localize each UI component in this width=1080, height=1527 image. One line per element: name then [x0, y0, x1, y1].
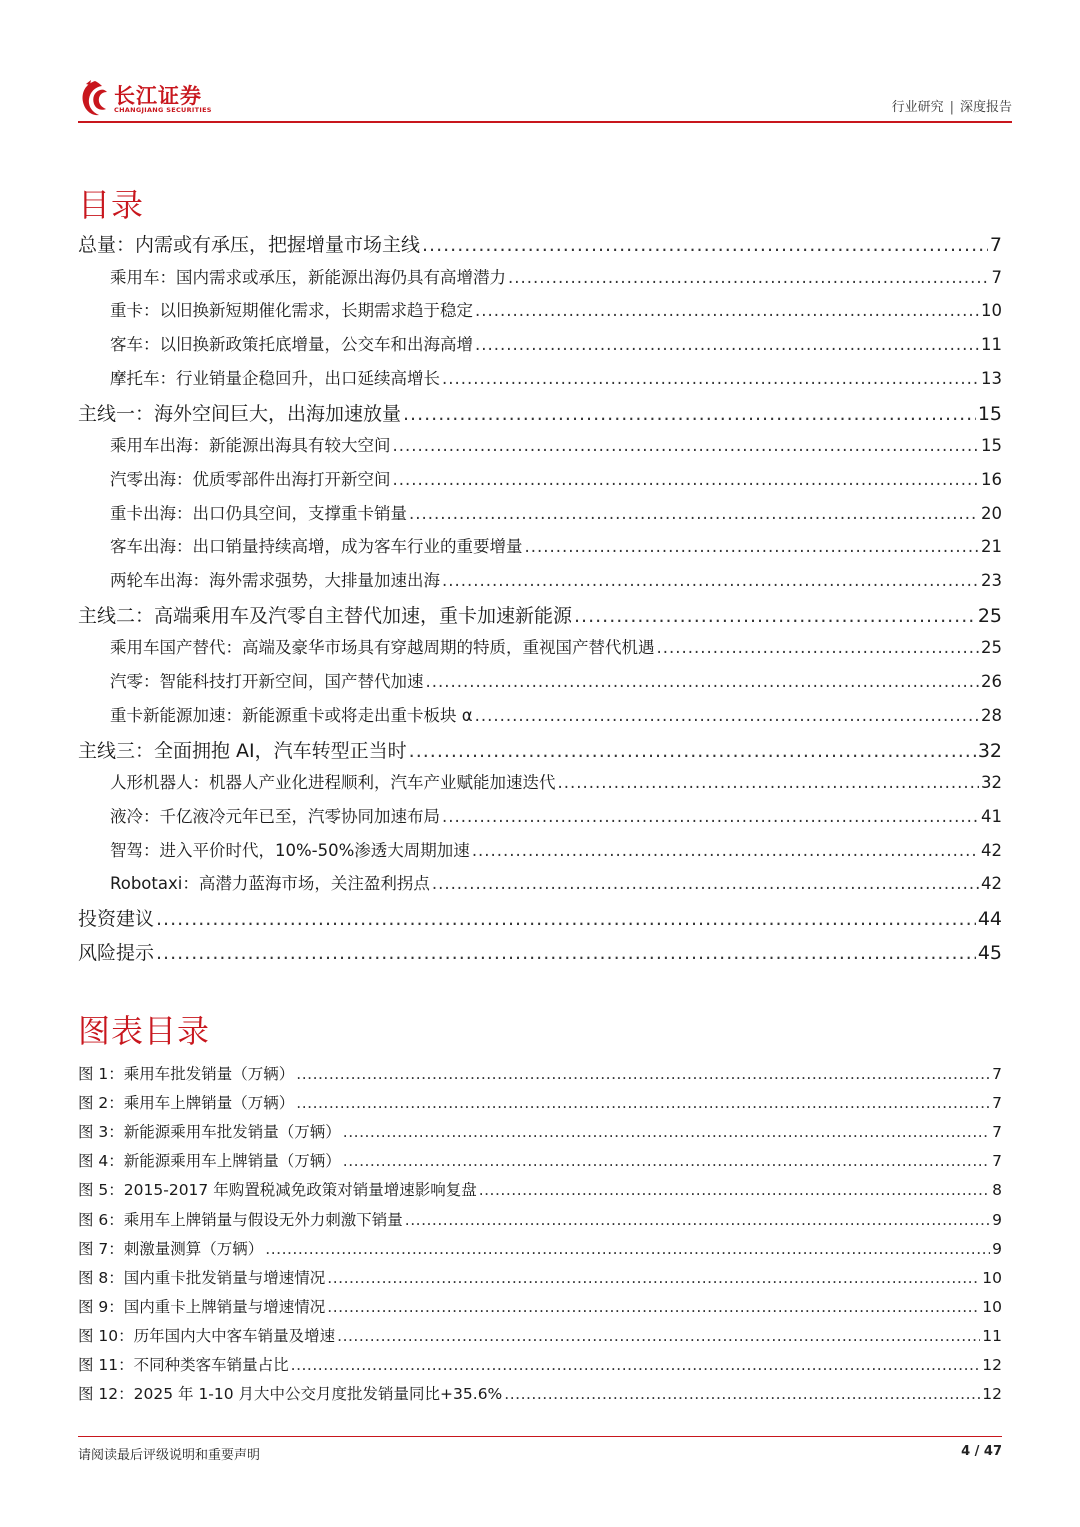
logo-emblem-icon [78, 78, 112, 118]
figure-list-entry[interactable] [78, 1266, 1002, 1288]
figure-entry-title: 图 3：新能源乘用车批发销量（万辆） [78, 1123, 341, 1142]
figure-entry-page: 7 [992, 1094, 1002, 1113]
toc-dot-leader [409, 740, 976, 762]
toc-entry-title: 智驾：进入平价时代，10%-50%渗透大周期加速 [110, 840, 470, 860]
toc-entry-section[interactable] [110, 365, 1002, 389]
toc-entry-page: 15 [977, 402, 1002, 425]
toc-entry-section[interactable] [110, 432, 1002, 456]
report-category: 行业研究 [891, 100, 944, 115]
figure-entry-page: 7 [992, 1065, 1002, 1083]
page-indicator: 4 / 47 [961, 1444, 1002, 1459]
toc-dot-leader [156, 908, 976, 930]
company-logo [78, 78, 228, 120]
figure-list-entry[interactable] [78, 1091, 1002, 1113]
report-subtype: 深度报告 [959, 100, 1012, 115]
toc-entry-title: 摩托车：行业销量企稳回升，出口延续高增长 [110, 368, 440, 388]
toc-entry-section[interactable] [110, 500, 1002, 524]
figure-list-entry[interactable] [78, 1353, 1002, 1375]
toc-dot-leader [393, 436, 980, 455]
footer-divider [78, 1436, 1002, 1437]
page-header [78, 72, 1012, 122]
toc-entry-page: 32 [977, 739, 1002, 762]
figure-entry-title: 图 7：刺激量测算（万辆） [78, 1239, 264, 1258]
figure-dot-leader [504, 1385, 980, 1403]
toc-entry-title: 总量：内需或有承压，把握增量市场主线 [78, 234, 421, 256]
figure-entry-page: 7 [992, 1123, 1002, 1142]
figure-entry-page: 11 [982, 1326, 1002, 1345]
figure-list-entry[interactable] [78, 1062, 1002, 1084]
toc-entry-title: 客车：以旧换新政策托底增量，公交车和出海高增 [110, 335, 473, 355]
figure-entry-page: 9 [992, 1210, 1002, 1229]
toc-entry-section[interactable] [110, 837, 1002, 861]
toc-entry-section[interactable] [110, 264, 1002, 288]
figure-list-entry[interactable] [78, 1149, 1002, 1171]
toc-dot-leader [574, 605, 976, 627]
toc-entry-page: 25 [981, 638, 1002, 658]
figure-entry-page: 10 [982, 1297, 1002, 1316]
toc-entry-page: 13 [981, 368, 1002, 388]
toc-dot-leader [475, 706, 979, 725]
toc-entry-title: 乘用车出海：新能源出海具有较大空间 [110, 436, 391, 456]
toc-entry-page: 32 [981, 773, 1002, 793]
toc-entry-title: 主线二：高端乘用车及汽零自主替代加速，重卡加速新能源 [78, 604, 573, 627]
toc-dot-leader [558, 773, 980, 792]
toc-entry-title: 主线一：海外空间巨大，出海加速放量 [78, 402, 402, 425]
toc-dot-leader [472, 841, 979, 860]
toc-entry-section[interactable] [110, 634, 1002, 658]
figure-dot-leader [405, 1211, 990, 1229]
figure-entry-title: 图 4：新能源乘用车上牌销量（万辆） [78, 1152, 341, 1171]
toc-dot-leader [409, 504, 979, 523]
toc-entry-page: 23 [981, 571, 1002, 590]
figure-entry-title: 图 2：乘用车上牌销量（万辆） [78, 1094, 295, 1113]
toc-entry-section[interactable] [110, 567, 1002, 591]
toc-dot-leader [403, 403, 976, 425]
toc-entry-section[interactable] [110, 769, 1002, 793]
toc-entry-chapter[interactable] [78, 601, 1002, 627]
toc-entry-title: 风险提示 [78, 941, 155, 964]
logo-chinese-text: 长江证券 [114, 84, 202, 108]
figure-dot-leader [343, 1123, 990, 1141]
toc-dot-leader [657, 638, 980, 657]
toc-entry-section[interactable] [110, 297, 1002, 321]
toc-dot-leader [525, 537, 980, 556]
report-type [892, 96, 1012, 115]
toc-entry-chapter[interactable] [78, 399, 1002, 425]
figure-entry-title: 图 1：乘用车批发销量（万辆） [78, 1065, 295, 1083]
toc-entry-page: 20 [981, 503, 1002, 523]
toc-entry-chapter[interactable] [78, 938, 1002, 964]
figure-dot-leader [265, 1240, 990, 1258]
toc-entry-title: 重卡：以旧换新短期催化需求，长期需求趋于稳定 [110, 301, 473, 321]
figure-entry-page: 12 [982, 1385, 1002, 1404]
toc-entry-title: 投资建议 [78, 908, 155, 930]
toc-entry-section[interactable] [110, 331, 1002, 355]
toc-entry-page: 11 [981, 335, 1002, 355]
toc-dot-leader [442, 807, 979, 826]
toc-entry-title: 重卡新能源加速：新能源重卡或将走出重卡板块 α [110, 705, 473, 725]
figure-dot-leader [327, 1269, 980, 1287]
figure-entry-page: 10 [982, 1268, 1002, 1287]
toc-title: 目录 [78, 186, 145, 224]
figure-entry-title: 图 5：2015-2017 年购置税减免政策对销量增速影响复盘 [78, 1181, 477, 1200]
toc-entry-section[interactable] [110, 870, 1002, 894]
toc-dot-leader [508, 268, 990, 287]
toc-entry-page: 45 [977, 941, 1002, 964]
figure-entry-title: 图 11：不同种类客车销量占比 [78, 1356, 289, 1374]
figure-dot-leader [479, 1181, 990, 1199]
toc-entry-page: 42 [981, 840, 1002, 860]
logo-english-text: CHANGJIANG SECURITIES [114, 106, 212, 114]
figure-entry-title: 图 12：2025 年 1-10 月大中公交月度批发销量同比+35.6% [78, 1385, 503, 1404]
toc-entry-page: 10 [981, 301, 1002, 321]
toc-entry-title: 主线三：全面拥抱 AI，汽车转型正当时 [78, 739, 407, 762]
toc-entry-page: 25 [977, 604, 1002, 627]
figure-dot-leader [327, 1298, 980, 1316]
figure-entry-title: 图 10：历年国内大中客车销量及增速 [78, 1326, 336, 1345]
figure-list-entry[interactable] [78, 1324, 1002, 1346]
toc-entry-page: 42 [981, 874, 1002, 894]
toc-entry-section[interactable] [110, 668, 1002, 692]
toc-entry-title: Robotaxi：高潜力蓝海市场，关注盈利拐点 [110, 874, 430, 894]
figures-title: 图表目录 [78, 1012, 211, 1050]
toc-entry-title: 人形机器人：机器人产业化进程顺利，汽车产业赋能加速迭代 [110, 773, 556, 793]
toc-entry-section[interactable] [110, 702, 1002, 726]
figure-list-entry[interactable] [78, 1120, 1002, 1142]
figure-dot-leader [291, 1356, 981, 1374]
toc-entry-title: 汽零出海：优质零部件出海打开新空间 [110, 469, 391, 489]
header-divider [78, 121, 1012, 123]
toc-dot-leader [442, 369, 979, 388]
toc-dot-leader [156, 942, 976, 964]
report-type-separator: | [949, 100, 954, 115]
toc-entry-page: 7 [991, 267, 1002, 287]
figure-dot-leader [296, 1094, 990, 1112]
toc-entry-chapter[interactable] [78, 904, 1002, 930]
toc-entry-section[interactable] [110, 803, 1002, 827]
figure-entry-page: 7 [992, 1152, 1002, 1171]
toc-entry-page: 16 [981, 469, 1002, 489]
toc-entry-chapter[interactable] [78, 230, 1002, 256]
figure-entry-page: 12 [982, 1356, 1002, 1374]
figure-entry-title: 图 8：国内重卡批发销量与增速情况 [78, 1268, 326, 1287]
figure-list-entry[interactable] [78, 1237, 1002, 1259]
toc-dot-leader [475, 301, 979, 320]
toc-entry-title: 重卡出海：出口仍具空间，支撑重卡销量 [110, 503, 407, 523]
toc-entry-page: 44 [977, 908, 1002, 930]
toc-entry-page: 41 [981, 806, 1002, 826]
toc-entry-page: 7 [989, 234, 1002, 256]
figure-dot-leader [343, 1152, 990, 1170]
figure-entry-page: 9 [992, 1239, 1002, 1258]
toc-entry-page: 26 [981, 672, 1002, 692]
toc-entry-title: 液冷：千亿液冷元年已至，汽零协同加速布局 [110, 806, 440, 826]
figure-entry-title: 图 9：国内重卡上牌销量与增速情况 [78, 1297, 326, 1316]
toc-dot-leader [422, 234, 988, 256]
toc-entry-title: 汽零：智能科技打开新空间，国产替代加速 [110, 672, 424, 692]
toc-entry-title: 乘用车国产替代：高端及豪华市场具有穿越周期的特质，重视国产替代机遇 [110, 638, 655, 658]
figure-list-entry[interactable] [78, 1208, 1002, 1230]
toc-entry-chapter[interactable] [78, 736, 1002, 762]
toc-entry-title: 两轮车出海：海外需求强势，大排量加速出海 [110, 571, 440, 590]
toc-entry-title: 乘用车：国内需求或承压，新能源出海仍具有高增潜力 [110, 267, 506, 287]
toc-dot-leader [393, 470, 980, 489]
toc-entry-page: 28 [981, 705, 1002, 725]
toc-entry-section[interactable] [110, 466, 1002, 490]
figure-entry-page: 8 [992, 1181, 1002, 1200]
figure-list-entry[interactable] [78, 1295, 1002, 1317]
toc-entry-section[interactable] [110, 533, 1002, 557]
toc-entry-page: 15 [981, 436, 1002, 456]
toc-dot-leader [432, 874, 979, 893]
figure-list-entry[interactable] [78, 1382, 1002, 1404]
footer-disclaimer: 请阅读最后评级说明和重要声明 [78, 1448, 261, 1463]
figure-entry-title: 图 6：乘用车上牌销量与假设无外力刺激下销量 [78, 1210, 403, 1229]
figure-dot-leader [337, 1327, 980, 1345]
toc-dot-leader [475, 335, 979, 354]
toc-entry-title: 客车出海：出口销量持续高增，成为客车行业的重要增量 [110, 537, 523, 557]
figure-list-entry[interactable] [78, 1178, 1002, 1200]
toc-dot-leader [442, 571, 979, 590]
toc-entry-page: 21 [981, 537, 1002, 557]
toc-dot-leader [426, 672, 980, 691]
figure-dot-leader [296, 1065, 990, 1083]
